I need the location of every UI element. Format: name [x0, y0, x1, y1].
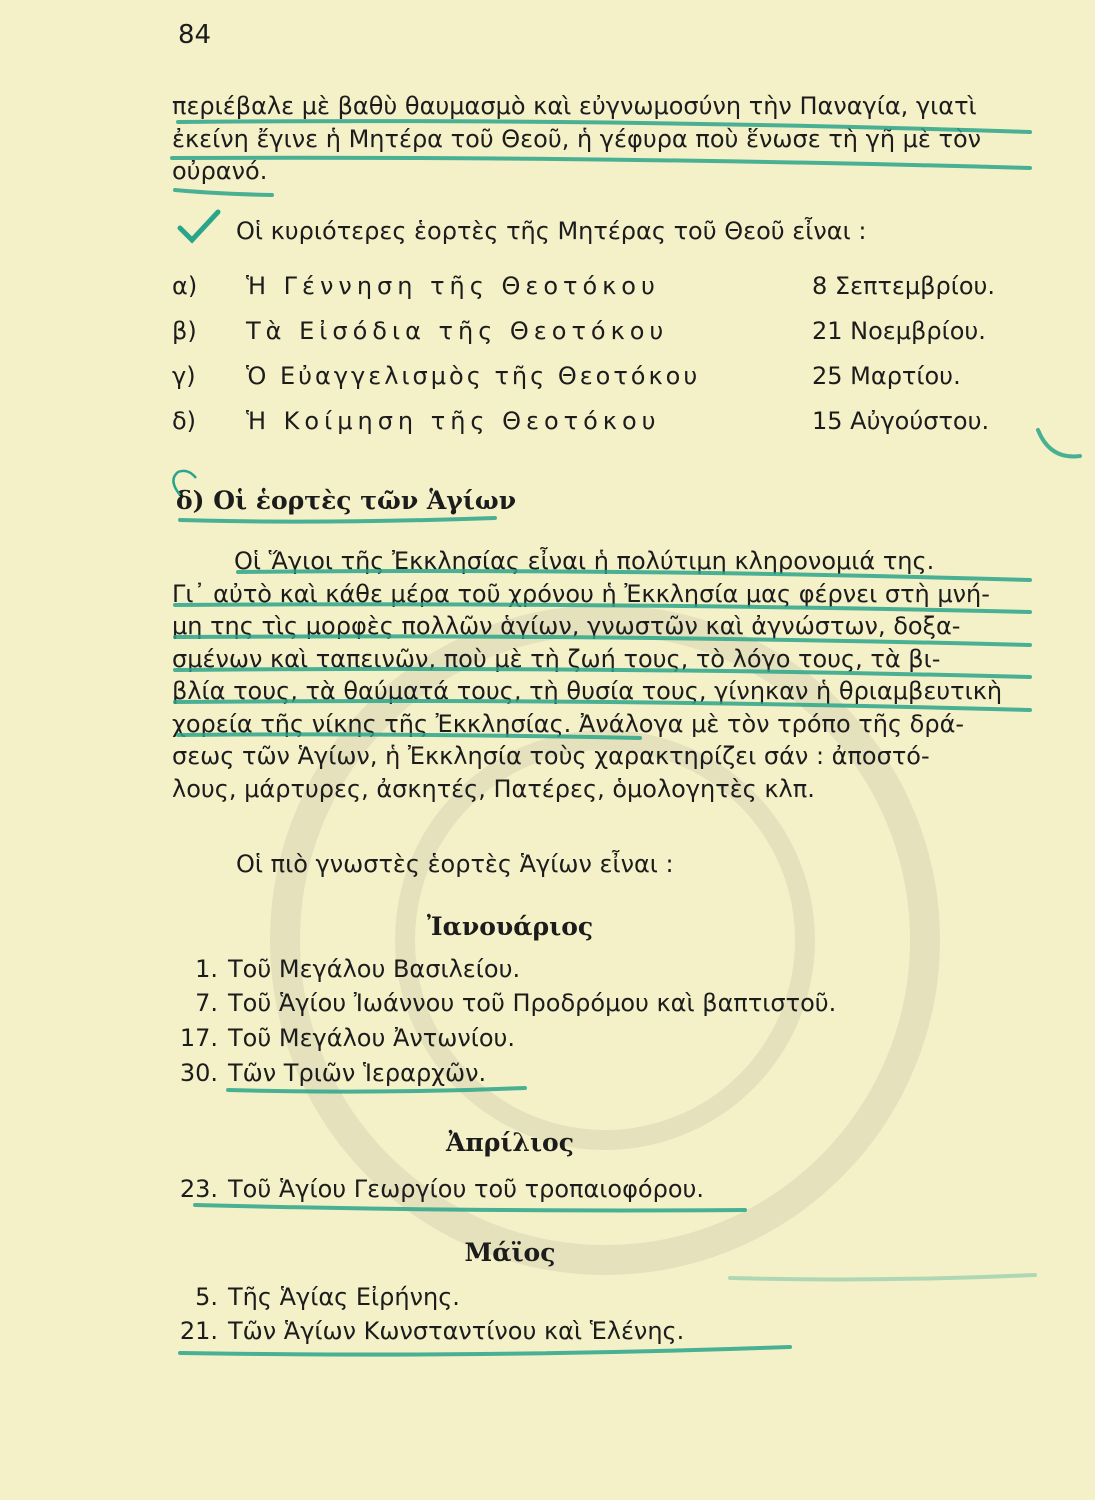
page-number: 84	[178, 20, 212, 50]
intro-paragraph	[172, 90, 1032, 188]
feast-text: Τῶν Ἁγίων Κωνσταντίνου καὶ Ἑλένης.	[228, 1317, 685, 1345]
text-line: οὐρανό.	[172, 157, 268, 185]
saint-feast	[150, 1317, 684, 1349]
text-line: ἐκείνη ἔγινε ἡ Μητέρα τοῦ Θεοῦ, ἡ γέφυρα ποὺ ἕνωσε τὴ γῆ μὲ τὸν	[172, 124, 982, 153]
text-line: χορεία τῆς νίκης τῆς Ἐκκλησίας. Ἀνάλογα μὲ τὸν τρόπο τῆς δρά-	[172, 709, 965, 738]
feast-day: 23.	[179, 1175, 218, 1203]
feast-label: α)	[172, 272, 198, 300]
feast-text: Τῆς Ἁγίας Εἰρήνης.	[228, 1283, 460, 1311]
highlight-stroke	[1038, 430, 1080, 456]
feast-row	[172, 317, 1032, 353]
saint-feast	[150, 989, 836, 1021]
month-heading: Ἀπρίλιος	[446, 1128, 574, 1157]
text-line: σεως τῶν Ἁγίων, ἡ Ἐκκλησία τοὺς χαρακτηρίζει σάν : ἀποστό-	[172, 742, 930, 770]
text-line: βλία τους, τὰ θαύματά τους, τὴ θυσία τους, γίνηκαν ἡ θριαμβευτικὴ	[172, 677, 1003, 705]
feast-date: 8 Σεπτεμβρίου.	[812, 272, 996, 300]
feast-text: Τοῦ Ἁγίου Ἰωάννου τοῦ Προδρόμου καὶ βαπτιστοῦ.	[228, 989, 837, 1017]
feast-name: Ἡ Κοίμηση τῆς Θεοτόκου	[246, 407, 661, 435]
saint-feast	[150, 1175, 704, 1207]
month-heading: Ἰανουάριος	[426, 912, 594, 941]
feast-row	[172, 407, 1032, 443]
saints-feasts-lead: Οἱ πιὸ γνωστὲς ἑορτὲς Ἁγίων εἶναι :	[236, 850, 674, 878]
feast-text: Τοῦ Ἁγίου Γεωργίου τοῦ τροπαιοφόρου.	[228, 1175, 705, 1203]
feast-row	[172, 272, 1032, 308]
text-line: Οἱ Ἅγιοι τῆς Ἐκκλησίας εἶναι ἡ πολύτιμη κληρονομιά της.	[234, 547, 935, 575]
feast-row	[172, 362, 1032, 398]
feast-day: 7.	[195, 989, 218, 1017]
check-mark-icon	[180, 212, 218, 240]
feast-date: 25 Μαρτίου.	[812, 362, 961, 390]
highlight-stroke	[175, 190, 272, 195]
feast-label: δ)	[172, 407, 197, 435]
feast-day: 1.	[195, 955, 218, 983]
feast-text: Τῶν Τριῶν Ἱεραρχῶν.	[228, 1059, 487, 1087]
text-line: περιέβαλε μὲ βαθὺ θαυμασμὸ καὶ εὐγνωμοσύνη τὴν Παναγία, γιατὶ	[172, 92, 977, 120]
mother-feasts-lead: Οἱ κυριότερες ἑορτὲς τῆς Μητέρας τοῦ Θεοῦ εἶναι :	[236, 217, 867, 245]
text-line: σμένων καὶ ταπεινῶν, ποὺ μὲ τὴ ζωή τους, τὸ λόγο τους, τὰ βι-	[172, 644, 941, 673]
text-line: μη της τὶς μορφὲς πολλῶν ἁγίων, γνωστῶν καὶ ἀγνώστων, δοξα-	[172, 612, 961, 640]
text-line: λους, μάρτυρες, ἀσκητές, Πατέρες, ὁμολογητὲς κλπ.	[172, 774, 815, 803]
saint-feast	[150, 1283, 460, 1315]
feast-day: 30.	[179, 1059, 218, 1087]
feast-name: Τὰ Εἰσόδια τῆς Θεοτόκου	[246, 317, 669, 345]
saint-feast	[150, 955, 520, 987]
saint-feast	[150, 1059, 486, 1091]
feast-label: γ)	[172, 362, 196, 390]
feast-name: Ἡ Γέννηση τῆς Θεοτόκου	[246, 272, 660, 300]
feast-date: 21 Νοεμβρίου.	[812, 317, 986, 345]
month-heading: Μάϊος	[464, 1238, 556, 1267]
feast-day: 5.	[195, 1283, 218, 1311]
saints-heading: δ) Οἱ ἑορτὲς τῶν Ἁγίων	[176, 486, 517, 515]
feast-text: Τοῦ Μεγάλου Ἀντωνίου.	[228, 1024, 516, 1052]
feast-day: 21.	[179, 1317, 218, 1345]
saint-feast	[150, 1024, 515, 1056]
text-line: Γι᾽ αὐτὸ καὶ κάθε μέρα τοῦ χρόνου ἡ Ἐκκλησία μας φέρνει στὴ μνή-	[172, 579, 990, 608]
feast-day: 17.	[179, 1024, 218, 1052]
feast-text: Τοῦ Μεγάλου Βασιλείου.	[228, 955, 521, 983]
highlight-stroke	[180, 518, 495, 522]
feast-date: 15 Αὐγούστου.	[812, 407, 990, 435]
saints-paragraph	[172, 545, 1032, 805]
feast-label: β)	[172, 317, 197, 345]
feast-name: Ὁ Εὐαγγελισμὸς τῆς Θεοτόκου	[246, 362, 701, 390]
